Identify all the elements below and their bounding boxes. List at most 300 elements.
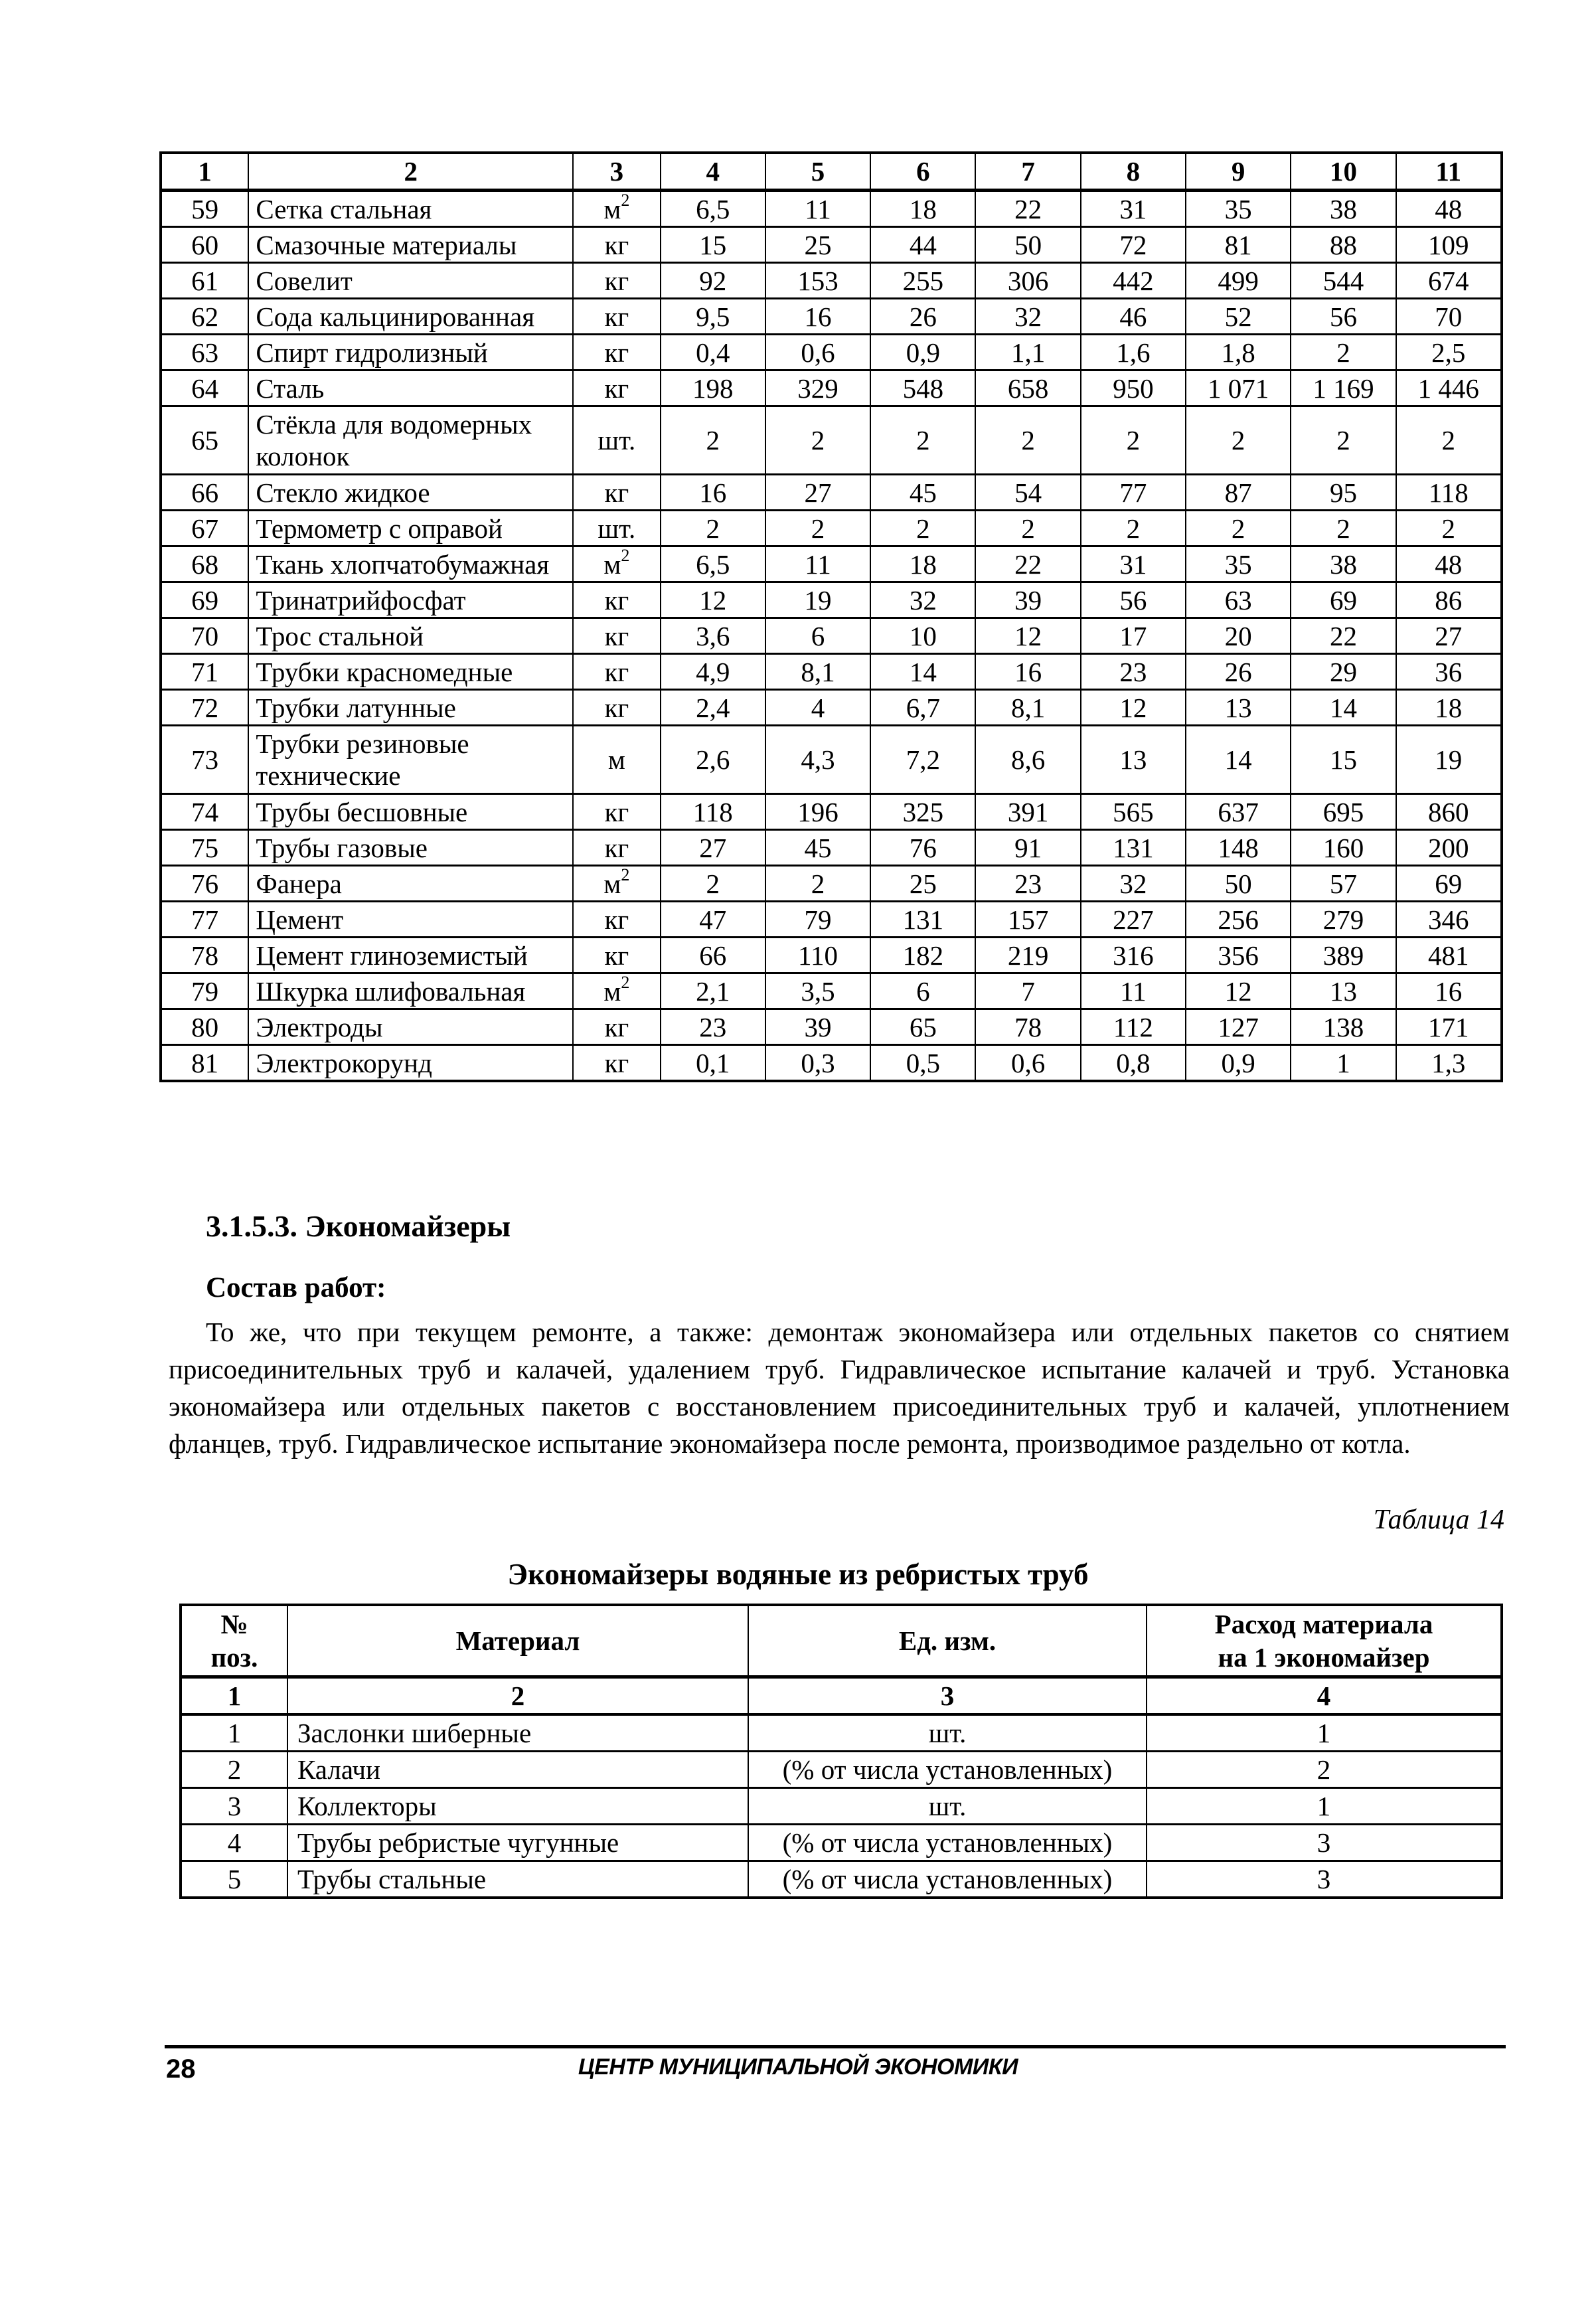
quantity-value: 2 [765,511,870,546]
quantity-value: 8,1 [975,690,1080,726]
material-name: Ткань хлопчатобумажная [248,546,573,582]
unit: кг [604,584,629,616]
header-consumption [1147,1605,1502,1677]
column-number: 3 [573,153,660,191]
quantity-value: 0,9 [1186,1045,1291,1082]
material-name: Сталь [248,371,573,406]
column-number: 10 [1291,153,1396,191]
quantity-value: 52 [1186,299,1291,335]
quantity-value: 48 [1396,546,1502,582]
quantity-value: 66 [661,938,765,973]
material-name: Трубы ребристые чугунные [287,1825,748,1861]
unit-cell [573,938,660,973]
quantity-value: 45 [870,475,975,511]
unit-cell [573,726,660,794]
table-row [161,690,1502,726]
quantity-value: 38 [1291,191,1396,227]
table-row [161,866,1502,902]
quantity-value: 182 [870,938,975,973]
unit-exponent: 2 [621,972,630,992]
unit: м [603,868,621,899]
row-number: 67 [161,511,248,546]
quantity-value: 2 [1081,511,1186,546]
quantity-value: 3,5 [765,973,870,1009]
quantity-value: 118 [661,794,765,830]
quantity-value: 23 [661,1009,765,1045]
unit-cell [573,1045,660,1082]
quantity-value: 256 [1186,902,1291,938]
quantity-value: 389 [1291,938,1396,973]
quantity-value: 56 [1291,299,1396,335]
header-material: Материал [287,1605,748,1677]
material-name: Тринатрийфосфат [248,582,573,618]
row-number: 75 [161,830,248,866]
unit-cell [573,794,660,830]
column-number: 11 [1396,153,1502,191]
column-number: 4 [1147,1677,1502,1715]
unit-cell [573,475,660,511]
quantity-value: 1 169 [1291,371,1396,406]
column-number: 5 [765,153,870,191]
table-row [161,618,1502,654]
quantity-value: 0,6 [765,335,870,371]
quantity-value: 17 [1081,618,1186,654]
quantity-value: 1 [1291,1045,1396,1082]
unit: кг [604,940,629,971]
quantity-value: 356 [1186,938,1291,973]
quantity-value: 35 [1186,191,1291,227]
quantity-value: 48 [1396,191,1502,227]
quantity-value: 109 [1396,227,1502,263]
unit-exponent: 2 [621,545,630,565]
quantity-value: 79 [765,902,870,938]
consumption-value: 1 [1147,1714,1502,1752]
unit-cell [573,866,660,902]
table-row [181,1788,1502,1825]
table-row [161,475,1502,511]
quantity-value: 2 [1396,511,1502,546]
row-number: 81 [161,1045,248,1082]
unit: кг [604,904,629,935]
quantity-value: 1,8 [1186,335,1291,371]
quantity-value: 7,2 [870,726,975,794]
quantity-value: 88 [1291,227,1396,263]
unit-cell [573,618,660,654]
column-number: 1 [181,1677,287,1715]
unit: шт. [598,425,636,455]
quantity-value: 16 [975,654,1080,690]
quantity-value: 2 [975,511,1080,546]
table-row [161,1045,1502,1082]
header-text: поз. [210,1642,258,1673]
quantity-value: 31 [1081,191,1186,227]
table-row [161,406,1502,475]
quantity-value: 14 [1291,690,1396,726]
quantity-value: 198 [661,371,765,406]
unit: м [603,193,621,224]
quantity-value: 481 [1396,938,1502,973]
material-name: Шкурка шлифовальная [248,973,573,1009]
material-name: Электрокорунд [248,1045,573,1082]
material-name: Совелит [248,263,573,299]
quantity-value: 196 [765,794,870,830]
quantity-value: 2 [870,406,975,475]
quantity-value: 148 [1186,830,1291,866]
quantity-value: 2 [661,511,765,546]
quantity-value: 22 [975,546,1080,582]
unit: (% от числа установленных) [748,1861,1147,1898]
unit: кг [604,656,629,687]
quantity-value: 6,7 [870,690,975,726]
quantity-value: 1,6 [1081,335,1186,371]
table-row [181,1861,1502,1898]
material-name: Трубки латунные [248,690,573,726]
quantity-value: 14 [1186,726,1291,794]
quantity-value: 325 [870,794,975,830]
work-scope-heading: Состав работ: [206,1272,386,1303]
unit: кг [604,301,629,332]
unit: кг [604,265,629,296]
quantity-value: 6 [870,973,975,1009]
unit-cell [573,582,660,618]
material-name: Сетка стальная [248,191,573,227]
quantity-value: 11 [765,546,870,582]
quantity-value: 92 [661,263,765,299]
work-scope-paragraph: То же, что при текущем ремонте, а также: демонтаж экономайзера или отдельных пакетов со снятием присоединительных труб и калачей, удалением труб. Гидравлическое испытание калачей и труб. Установка экономайзера или отдельных пакетов с восстановлением присоединительных труб и калачей, уплотнением фланцев, труб. Гидравлическое испытание экономайзера после ремонта, производимое раздельно от котла. [169,1317,1510,1459]
unit-cell [573,191,660,227]
unit-cell [573,690,660,726]
quantity-value: 19 [765,582,870,618]
quantity-value: 674 [1396,263,1502,299]
unit: кг [604,620,629,651]
quantity-value: 0,5 [870,1045,975,1082]
quantity-value: 35 [1186,546,1291,582]
material-name: Трос стальной [248,618,573,654]
quantity-value: 0,3 [765,1045,870,1082]
quantity-value: 1 446 [1396,371,1502,406]
materials-table-body [161,191,1502,1082]
material-name: Сода кальцинированная [248,299,573,335]
position-number: 5 [181,1861,287,1898]
quantity-value: 38 [1291,546,1396,582]
row-number: 72 [161,690,248,726]
material-name: Трубы стальные [287,1861,748,1898]
row-number: 80 [161,1009,248,1045]
quantity-value: 25 [870,866,975,902]
quantity-value: 29 [1291,654,1396,690]
unit: м [603,548,621,580]
quantity-value: 46 [1081,299,1186,335]
quantity-value: 76 [870,830,975,866]
row-number: 68 [161,546,248,582]
row-number: 65 [161,406,248,475]
quantity-value: 31 [1081,546,1186,582]
material-name: Трубы газовые [248,830,573,866]
row-number: 60 [161,227,248,263]
unit-exponent: 2 [621,190,630,210]
material-name: Электроды [248,1009,573,1045]
quantity-value: 4,3 [765,726,870,794]
column-number: 2 [287,1677,748,1715]
quantity-value: 950 [1081,371,1186,406]
quantity-value: 442 [1081,263,1186,299]
quantity-value: 15 [1291,726,1396,794]
unit-cell [573,830,660,866]
unit-cell [573,973,660,1009]
quantity-value: 65 [870,1009,975,1045]
quantity-value: 2 [661,406,765,475]
consumption-value: 3 [1147,1825,1502,1861]
quantity-value: 12 [1081,690,1186,726]
quantity-value: 2 [661,866,765,902]
quantity-value: 658 [975,371,1080,406]
quantity-value: 22 [975,191,1080,227]
quantity-value: 19 [1396,726,1502,794]
material-name: Термометр с оправой [248,511,573,546]
quantity-value: 13 [1186,690,1291,726]
quantity-value: 112 [1081,1009,1186,1045]
quantity-value: 860 [1396,794,1502,830]
quantity-value: 127 [1186,1009,1291,1045]
quantity-value: 32 [870,582,975,618]
table-row [161,726,1502,794]
table-row [161,511,1502,546]
quantity-value: 2 [765,406,870,475]
page-number: 28 [166,2054,196,2084]
quantity-value: 227 [1081,902,1186,938]
quantity-value: 77 [1081,475,1186,511]
quantity-value: 4,9 [661,654,765,690]
quantity-value: 2 [870,511,975,546]
unit: кг [604,1011,629,1042]
quantity-value: 2,5 [1396,335,1502,371]
unit: кг [604,796,629,827]
quantity-value: 4 [765,690,870,726]
table-row [161,335,1502,371]
unit-cell [573,263,660,299]
quantity-value: 39 [765,1009,870,1045]
quantity-value: 131 [1081,830,1186,866]
quantity-value: 20 [1186,618,1291,654]
header-text: № [220,1609,248,1639]
unit-cell [573,546,660,582]
table-row [161,582,1502,618]
material-name: Спирт гидролизный [248,335,573,371]
publisher-name: ЦЕНТР МУНИЦИПАЛЬНОЙ ЭКОНОМИКИ [578,2054,1018,2080]
unit-cell [573,902,660,938]
row-number: 61 [161,263,248,299]
unit: кг [604,372,629,404]
quantity-value: 160 [1291,830,1396,866]
quantity-value: 255 [870,263,975,299]
quantity-value: 329 [765,371,870,406]
row-number: 73 [161,726,248,794]
unit-cell [573,654,660,690]
table-row [161,1009,1502,1045]
unit: шт. [748,1714,1147,1752]
quantity-value: 637 [1186,794,1291,830]
quantity-value: 2,6 [661,726,765,794]
quantity-value: 39 [975,582,1080,618]
table-row [161,794,1502,830]
unit-cell [573,227,660,263]
row-number: 63 [161,335,248,371]
quantity-value: 11 [765,191,870,227]
quantity-value: 0,4 [661,335,765,371]
quantity-value: 27 [661,830,765,866]
quantity-value: 6 [765,618,870,654]
row-number: 66 [161,475,248,511]
unit: кг [604,832,629,863]
quantity-value: 2 [1291,335,1396,371]
quantity-value: 157 [975,902,1080,938]
header-text: Расход материала [1214,1609,1433,1639]
quantity-value: 1,1 [975,335,1080,371]
quantity-value: 131 [870,902,975,938]
column-number-row [161,153,1502,191]
quantity-value: 27 [765,475,870,511]
position-number: 4 [181,1825,287,1861]
material-name: Цемент глиноземистый [248,938,573,973]
table-row [161,299,1502,335]
quantity-value: 2 [765,866,870,902]
footer-divider [165,2045,1506,2048]
quantity-value: 316 [1081,938,1186,973]
quantity-value: 15 [661,227,765,263]
quantity-value: 26 [1186,654,1291,690]
table-row [161,227,1502,263]
table-row [161,973,1502,1009]
economizer-table-body [181,1714,1502,1898]
unit: м [607,744,625,775]
unit: м [603,975,621,1007]
quantity-value: 22 [1291,618,1396,654]
quantity-value: 8,1 [765,654,870,690]
column-number: 7 [975,153,1080,191]
quantity-value: 3,6 [661,618,765,654]
header-unit: Ед. изм. [748,1605,1147,1677]
quantity-value: 2 [1396,406,1502,475]
column-number-row [181,1677,1502,1715]
unit: кг [604,337,629,368]
quantity-value: 13 [1081,726,1186,794]
column-number: 4 [661,153,765,191]
quantity-value: 548 [870,371,975,406]
quantity-value: 0,6 [975,1045,1080,1082]
quantity-value: 10 [870,618,975,654]
row-number: 77 [161,902,248,938]
column-number: 3 [748,1677,1147,1715]
unit: кг [604,477,629,508]
quantity-value: 391 [975,794,1080,830]
consumption-value: 1 [1147,1788,1502,1825]
quantity-value: 2 [1291,511,1396,546]
quantity-value: 23 [975,866,1080,902]
table-title: Экономайзеры водяные из ребристых труб [507,1558,1089,1591]
table-header-row [181,1605,1502,1677]
quantity-value: 200 [1396,830,1502,866]
table-row [161,191,1502,227]
quantity-value: 16 [661,475,765,511]
consumption-value: 2 [1147,1752,1502,1788]
unit: кг [604,692,629,723]
unit-cell [573,511,660,546]
quantity-value: 2 [1186,406,1291,475]
position-number: 2 [181,1752,287,1788]
material-name: Трубы бесшовные [248,794,573,830]
row-number: 74 [161,794,248,830]
quantity-value: 499 [1186,263,1291,299]
quantity-value: 1,3 [1396,1045,1502,1082]
material-name: Калачи [287,1752,748,1788]
quantity-value: 70 [1396,299,1502,335]
unit: шт. [748,1788,1147,1825]
material-name: Фанера [248,866,573,902]
quantity-value: 26 [870,299,975,335]
material-name: Коллекторы [287,1788,748,1825]
quantity-value: 87 [1186,475,1291,511]
column-number: 8 [1081,153,1186,191]
quantity-value: 16 [765,299,870,335]
quantity-value: 14 [870,654,975,690]
materials-table-continued [159,151,1503,1082]
quantity-value: 9,5 [661,299,765,335]
quantity-value: 12 [1186,973,1291,1009]
quantity-value: 69 [1291,582,1396,618]
unit-cell [573,371,660,406]
quantity-value: 695 [1291,794,1396,830]
quantity-value: 346 [1396,902,1502,938]
column-number: 9 [1186,153,1291,191]
unit-cell [573,299,660,335]
quantity-value: 12 [975,618,1080,654]
table-row [161,263,1502,299]
quantity-value: 306 [975,263,1080,299]
quantity-value: 47 [661,902,765,938]
material-name: Стёкла для водомерных колонок [248,406,573,475]
quantity-value: 219 [975,938,1080,973]
quantity-value: 13 [1291,973,1396,1009]
row-number: 69 [161,582,248,618]
table-row [161,546,1502,582]
quantity-value: 171 [1396,1009,1502,1045]
section-title: 3.1.5.3. Экономайзеры [206,1209,511,1243]
material-name: Цемент [248,902,573,938]
row-number: 62 [161,299,248,335]
unit-cell [573,406,660,475]
economizer-materials-table [179,1604,1503,1899]
material-name: Стекло жидкое [248,475,573,511]
quantity-value: 279 [1291,902,1396,938]
material-name: Заслонки шиберные [287,1714,748,1752]
table-row [161,830,1502,866]
quantity-value: 7 [975,973,1080,1009]
quantity-value: 16 [1396,973,1502,1009]
table-row [161,371,1502,406]
column-number: 1 [161,153,248,191]
quantity-value: 12 [661,582,765,618]
table-row [181,1825,1502,1861]
quantity-value: 63 [1186,582,1291,618]
unit-cell [573,335,660,371]
quantity-value: 23 [1081,654,1186,690]
quantity-value: 565 [1081,794,1186,830]
quantity-value: 78 [975,1009,1080,1045]
quantity-value: 72 [1081,227,1186,263]
quantity-value: 36 [1396,654,1502,690]
quantity-value: 45 [765,830,870,866]
quantity-value: 6,5 [661,546,765,582]
